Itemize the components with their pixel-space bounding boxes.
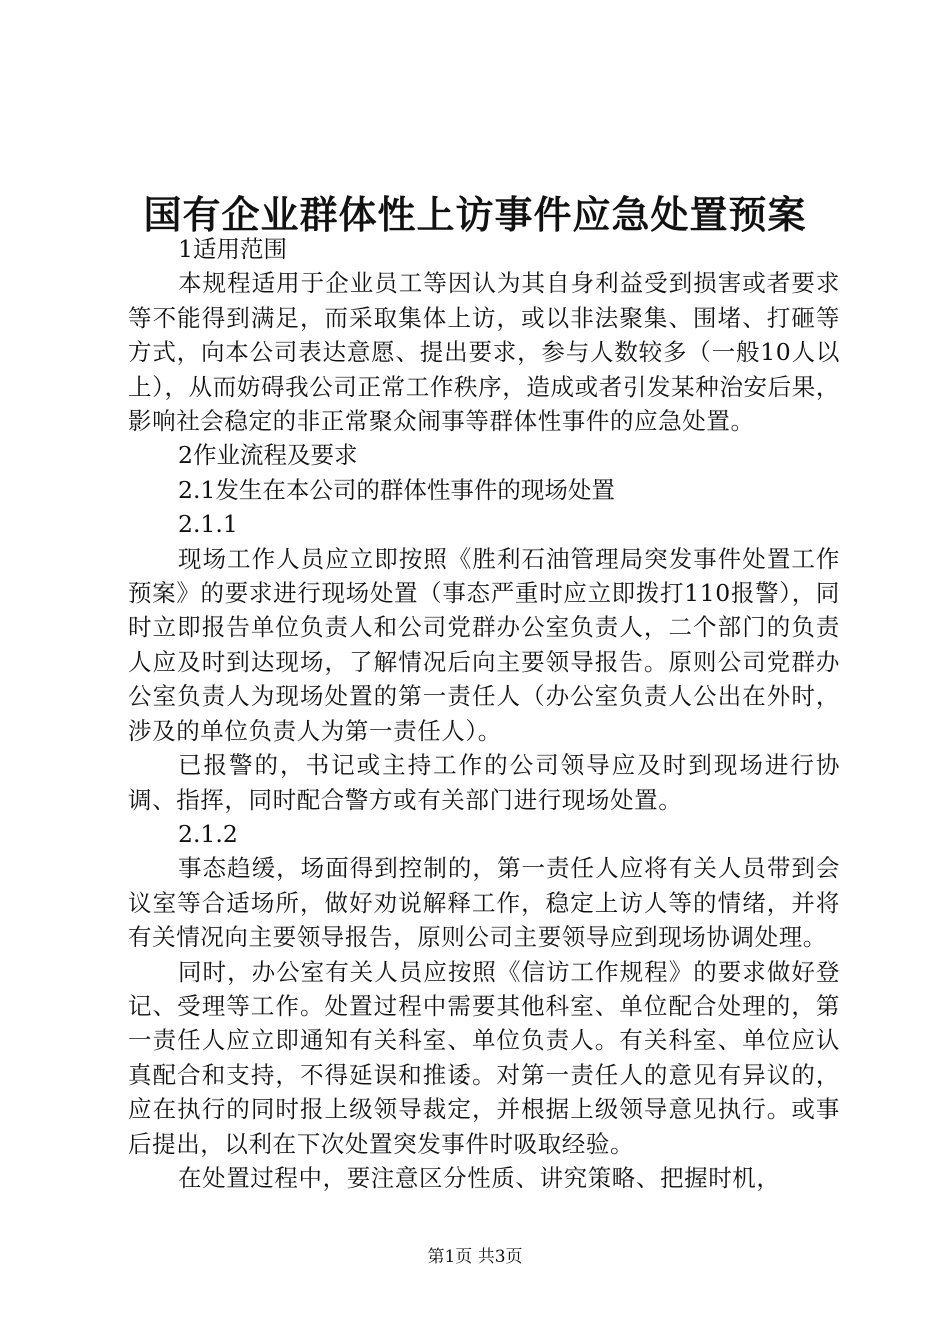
paragraph-onsite-handling: 现场工作人员应立即按照《胜利石油管理局突发事件处置工作预案》的要求进行现场处置（事态严重时应立即拨打110报警），同时立即报告单位负责人和公司党群办公室负责人，二个部门的负责人应及时到达现场，了解情况后向主要领导报告。原则公司党群办公室负责人为现场处置的第一责任人（办公室负责人公出在外时，涉及的单位负责人为第一责任人）。 [128, 544, 840, 745]
document-title: 国有企业群体性上访事件应急处置预案 [143, 192, 807, 237]
clause-number-2-1-1: 2.1.1 [178, 510, 238, 539]
paragraph-situation-eased: 事态趋缓，场面得到控制的，第一责任人应将有关人员带到会议室等合适场所，做好劝说解释工作，稳定上访人等的情绪，并将有关情况向主要领导报告，原则公司主要领导应到现场协调处理。 [128, 854, 840, 952]
paragraph-police-reported: 已报警的，书记或主持工作的公司领导应及时到现场进行协调、指挥，同时配合警方或有关部门进行现场处置。 [128, 751, 840, 814]
paragraph-scope: 本规程适用于企业员工等因认为其自身利益受到损害或者要求等不能得到满足，而采取集体上访，或以非法聚集、围堵、打砸等方式，向本公司表达意愿、提出要求，参与人数较多（一般10人以上），从而妨碍我公司正常工作秩序，造成或者引发某种治安后果，影响社会稳定的非正常聚众闹事等群体性事件的应急处置。 [128, 269, 840, 436]
subsection-heading-2-1: 2.1发生在本公司的群体性事件的现场处置 [178, 475, 615, 504]
section-heading-scope: 1适用范围 [178, 235, 287, 263]
paragraph-office-registration: 同时，办公室有关人员应按照《信访工作规程》的要求做好登记、受理等工作。处置过程中需要其他科室、单位配合处理的，第一责任人应立即通知有关科室、单位负责人。有关科室、单位应认真配合和支持，不得延误和推诿。对第一责任人的意见有异议的，应在执行的同时报上级领导裁定，并根据上级领导意见执行。或事后提出，以利在下次处置突发事件时吸取经验。 [128, 957, 840, 1158]
clause-number-2-1-2: 2.1.2 [178, 819, 238, 848]
section-heading-workflow: 2作业流程及要求 [178, 441, 358, 470]
paragraph-handling-process: 在处置过程中，要注意区分性质、讲究策略、把握时机， [178, 1163, 781, 1192]
document-body [128, 232, 840, 1195]
page-footer: 第1页 共3页 [427, 1247, 523, 1267]
